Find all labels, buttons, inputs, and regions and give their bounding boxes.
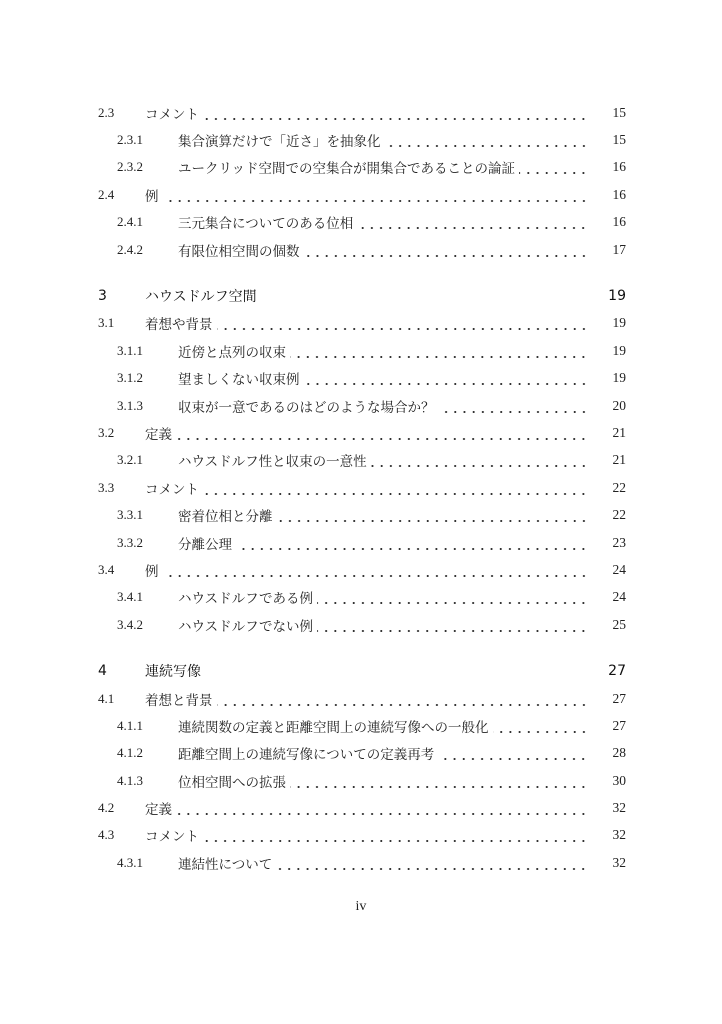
toc-entry-section[interactable] (98, 99, 626, 126)
toc-entry-chapter[interactable] (98, 282, 626, 309)
entry-page: 32 (612, 800, 626, 816)
dot-leader (290, 774, 588, 788)
entry-number: 4.3.1 (117, 854, 143, 870)
entry-page: 16 (612, 214, 626, 230)
entry-number: 3.4.2 (117, 616, 143, 632)
entry-title: ハウスドルフ空間 (145, 289, 257, 306)
dot-leader (217, 316, 589, 330)
entry-number: 4.2 (98, 800, 115, 816)
toc-entry-section[interactable] (98, 556, 626, 583)
entry-page: 25 (612, 616, 626, 632)
dot-leader (236, 536, 588, 550)
dot-leader (439, 399, 589, 413)
dot-leader (176, 801, 588, 815)
entry-number: 4 (98, 663, 107, 680)
toc-entry-section[interactable] (98, 794, 626, 821)
entry-page: 19 (612, 370, 626, 386)
entry-page: 27 (608, 663, 626, 680)
entry-title: 着想や背景 (145, 317, 213, 334)
entry-number: 3.1.2 (117, 370, 143, 386)
dot-leader (304, 371, 589, 385)
entry-title: ハウスドルフ性と収束の一意性 (178, 454, 367, 471)
entry-number: 4.1.2 (117, 745, 143, 761)
entry-title: 分離公理 (178, 536, 232, 553)
entry-page: 16 (612, 159, 626, 175)
toc-entry-subsection[interactable] (98, 209, 626, 236)
entry-number: 3.1.3 (117, 397, 143, 413)
table-of-contents (98, 99, 626, 877)
dot-leader (493, 719, 589, 733)
entry-title: 三元集合についてのある位相 (178, 216, 354, 233)
toc-entry-subsection[interactable] (98, 365, 626, 392)
dot-leader (203, 481, 588, 495)
toc-entry-subsection[interactable] (98, 236, 626, 263)
entry-number: 3.3.2 (117, 534, 143, 550)
toc-entry-subsection[interactable] (98, 501, 626, 528)
toc-entry-subsection[interactable] (98, 392, 626, 419)
entry-number: 4.3 (98, 827, 115, 843)
entry-page: 22 (612, 507, 626, 523)
dot-leader (438, 746, 588, 760)
entry-title: ハウスドルフである例 (178, 591, 313, 608)
toc-entry-subsection[interactable] (98, 154, 626, 181)
entry-number: 2.3.1 (117, 132, 143, 148)
toc-entry-chapter[interactable] (98, 657, 626, 684)
entry-page: 24 (612, 561, 626, 577)
entry-number: 3.3 (98, 479, 115, 495)
dot-leader (176, 426, 588, 440)
entry-page: 32 (612, 854, 626, 870)
entry-title: 定義 (145, 426, 172, 443)
entry-page: 24 (612, 589, 626, 605)
entry-page: 19 (612, 342, 626, 358)
entry-title: 連続関数の定義と距離空間上の連続写像への一般化 (178, 719, 489, 736)
toc-entry-subsection[interactable] (98, 126, 626, 153)
entry-title: 連続写像 (145, 664, 201, 681)
entry-page: 19 (612, 315, 626, 331)
entry-number: 3.2 (98, 424, 115, 440)
entry-title: 定義 (145, 802, 172, 819)
entry-title: コメント (145, 829, 199, 846)
dot-leader (163, 188, 589, 202)
toc-entry-subsection[interactable] (98, 740, 626, 767)
dot-leader (217, 692, 589, 706)
entry-number: 3.1.1 (117, 342, 143, 358)
toc-entry-section[interactable] (98, 419, 626, 446)
dot-leader (261, 289, 588, 303)
entry-number: 3.1 (98, 315, 115, 331)
entry-title: 近傍と点列の収束 (178, 344, 286, 361)
entry-number: 2.4 (98, 186, 115, 202)
dot-leader (357, 215, 588, 229)
toc-entry-section[interactable] (98, 310, 626, 337)
dot-leader (371, 453, 588, 467)
toc-entry-section[interactable] (98, 474, 626, 501)
dot-leader (205, 664, 588, 678)
toc-entry-subsection[interactable] (98, 337, 626, 364)
page-number: iv (355, 899, 367, 914)
toc-entry-subsection[interactable] (98, 584, 626, 611)
entry-title: 着想と背景 (145, 692, 213, 709)
dot-leader (276, 856, 588, 870)
toc-entry-subsection[interactable] (98, 767, 626, 794)
entry-number: 2.3.2 (117, 159, 143, 175)
entry-title: コメント (145, 481, 199, 498)
entry-number: 3.2.1 (117, 452, 143, 468)
entry-title: 収束が一意であるのはどのような場合か？ (178, 399, 435, 416)
toc-entry-section[interactable] (98, 822, 626, 849)
entry-title: コメント (145, 106, 199, 123)
entry-page: 32 (612, 827, 626, 843)
entry-title: ユークリッド空間での空集合が開集合であることの論証 (178, 161, 515, 178)
entry-page: 15 (612, 132, 626, 148)
entry-page: 16 (612, 186, 626, 202)
entry-title: 例 (145, 188, 159, 205)
dot-leader (290, 344, 588, 358)
toc-entry-subsection[interactable] (98, 849, 626, 876)
entry-title: 例 (145, 563, 159, 580)
entry-page: 27 (612, 690, 626, 706)
entry-page: 27 (612, 717, 626, 733)
dot-leader (317, 618, 588, 632)
entry-title: 集合演算だけで「近さ」を抽象化 (178, 134, 381, 151)
entry-number: 3.4.1 (117, 589, 143, 605)
entry-page: 20 (612, 397, 626, 413)
entry-page: 23 (612, 534, 626, 550)
dot-leader (519, 160, 588, 174)
entry-number: 2.4.2 (117, 241, 143, 257)
entry-title: 有限位相空間の個数 (178, 243, 300, 260)
entry-page: 28 (612, 745, 626, 761)
dot-leader (304, 243, 589, 257)
entry-page: 30 (612, 772, 626, 788)
entry-title: 距離空間上の連続写像についての定義再考 (178, 747, 435, 764)
entry-number: 3 (98, 288, 107, 305)
entry-number: 2.3 (98, 104, 115, 120)
toc-entry-subsection[interactable] (98, 529, 626, 556)
entry-page: 21 (612, 452, 626, 468)
entry-title: ハウスドルフでない例 (178, 618, 313, 635)
entry-title: 望ましくない収束例 (178, 372, 300, 389)
entry-number: 4.1.1 (117, 717, 143, 733)
entry-title: 連結性について (178, 856, 273, 873)
entry-number: 4.1.3 (117, 772, 143, 788)
toc-entry-section[interactable] (98, 181, 626, 208)
entry-number: 3.3.1 (117, 507, 143, 523)
entry-page: 21 (612, 424, 626, 440)
toc-entry-subsection[interactable] (98, 611, 626, 638)
entry-page: 22 (612, 479, 626, 495)
entry-number: 3.4 (98, 561, 115, 577)
entry-page: 19 (608, 288, 626, 305)
entry-page: 15 (612, 104, 626, 120)
dot-leader (385, 133, 589, 147)
entry-number: 2.4.1 (117, 214, 143, 230)
dot-leader (163, 563, 589, 577)
entry-number: 4.1 (98, 690, 115, 706)
entry-title: 密着位相と分離 (178, 509, 273, 526)
toc-entry-subsection[interactable] (98, 712, 626, 739)
dot-leader (317, 590, 588, 604)
dot-leader (277, 508, 589, 522)
dot-leader (203, 106, 588, 120)
entry-page: 17 (612, 241, 626, 257)
entry-title: 位相空間への拡張 (178, 774, 286, 791)
dot-leader (203, 828, 588, 842)
toc-entry-subsection[interactable] (98, 447, 626, 474)
toc-entry-section[interactable] (98, 685, 626, 712)
